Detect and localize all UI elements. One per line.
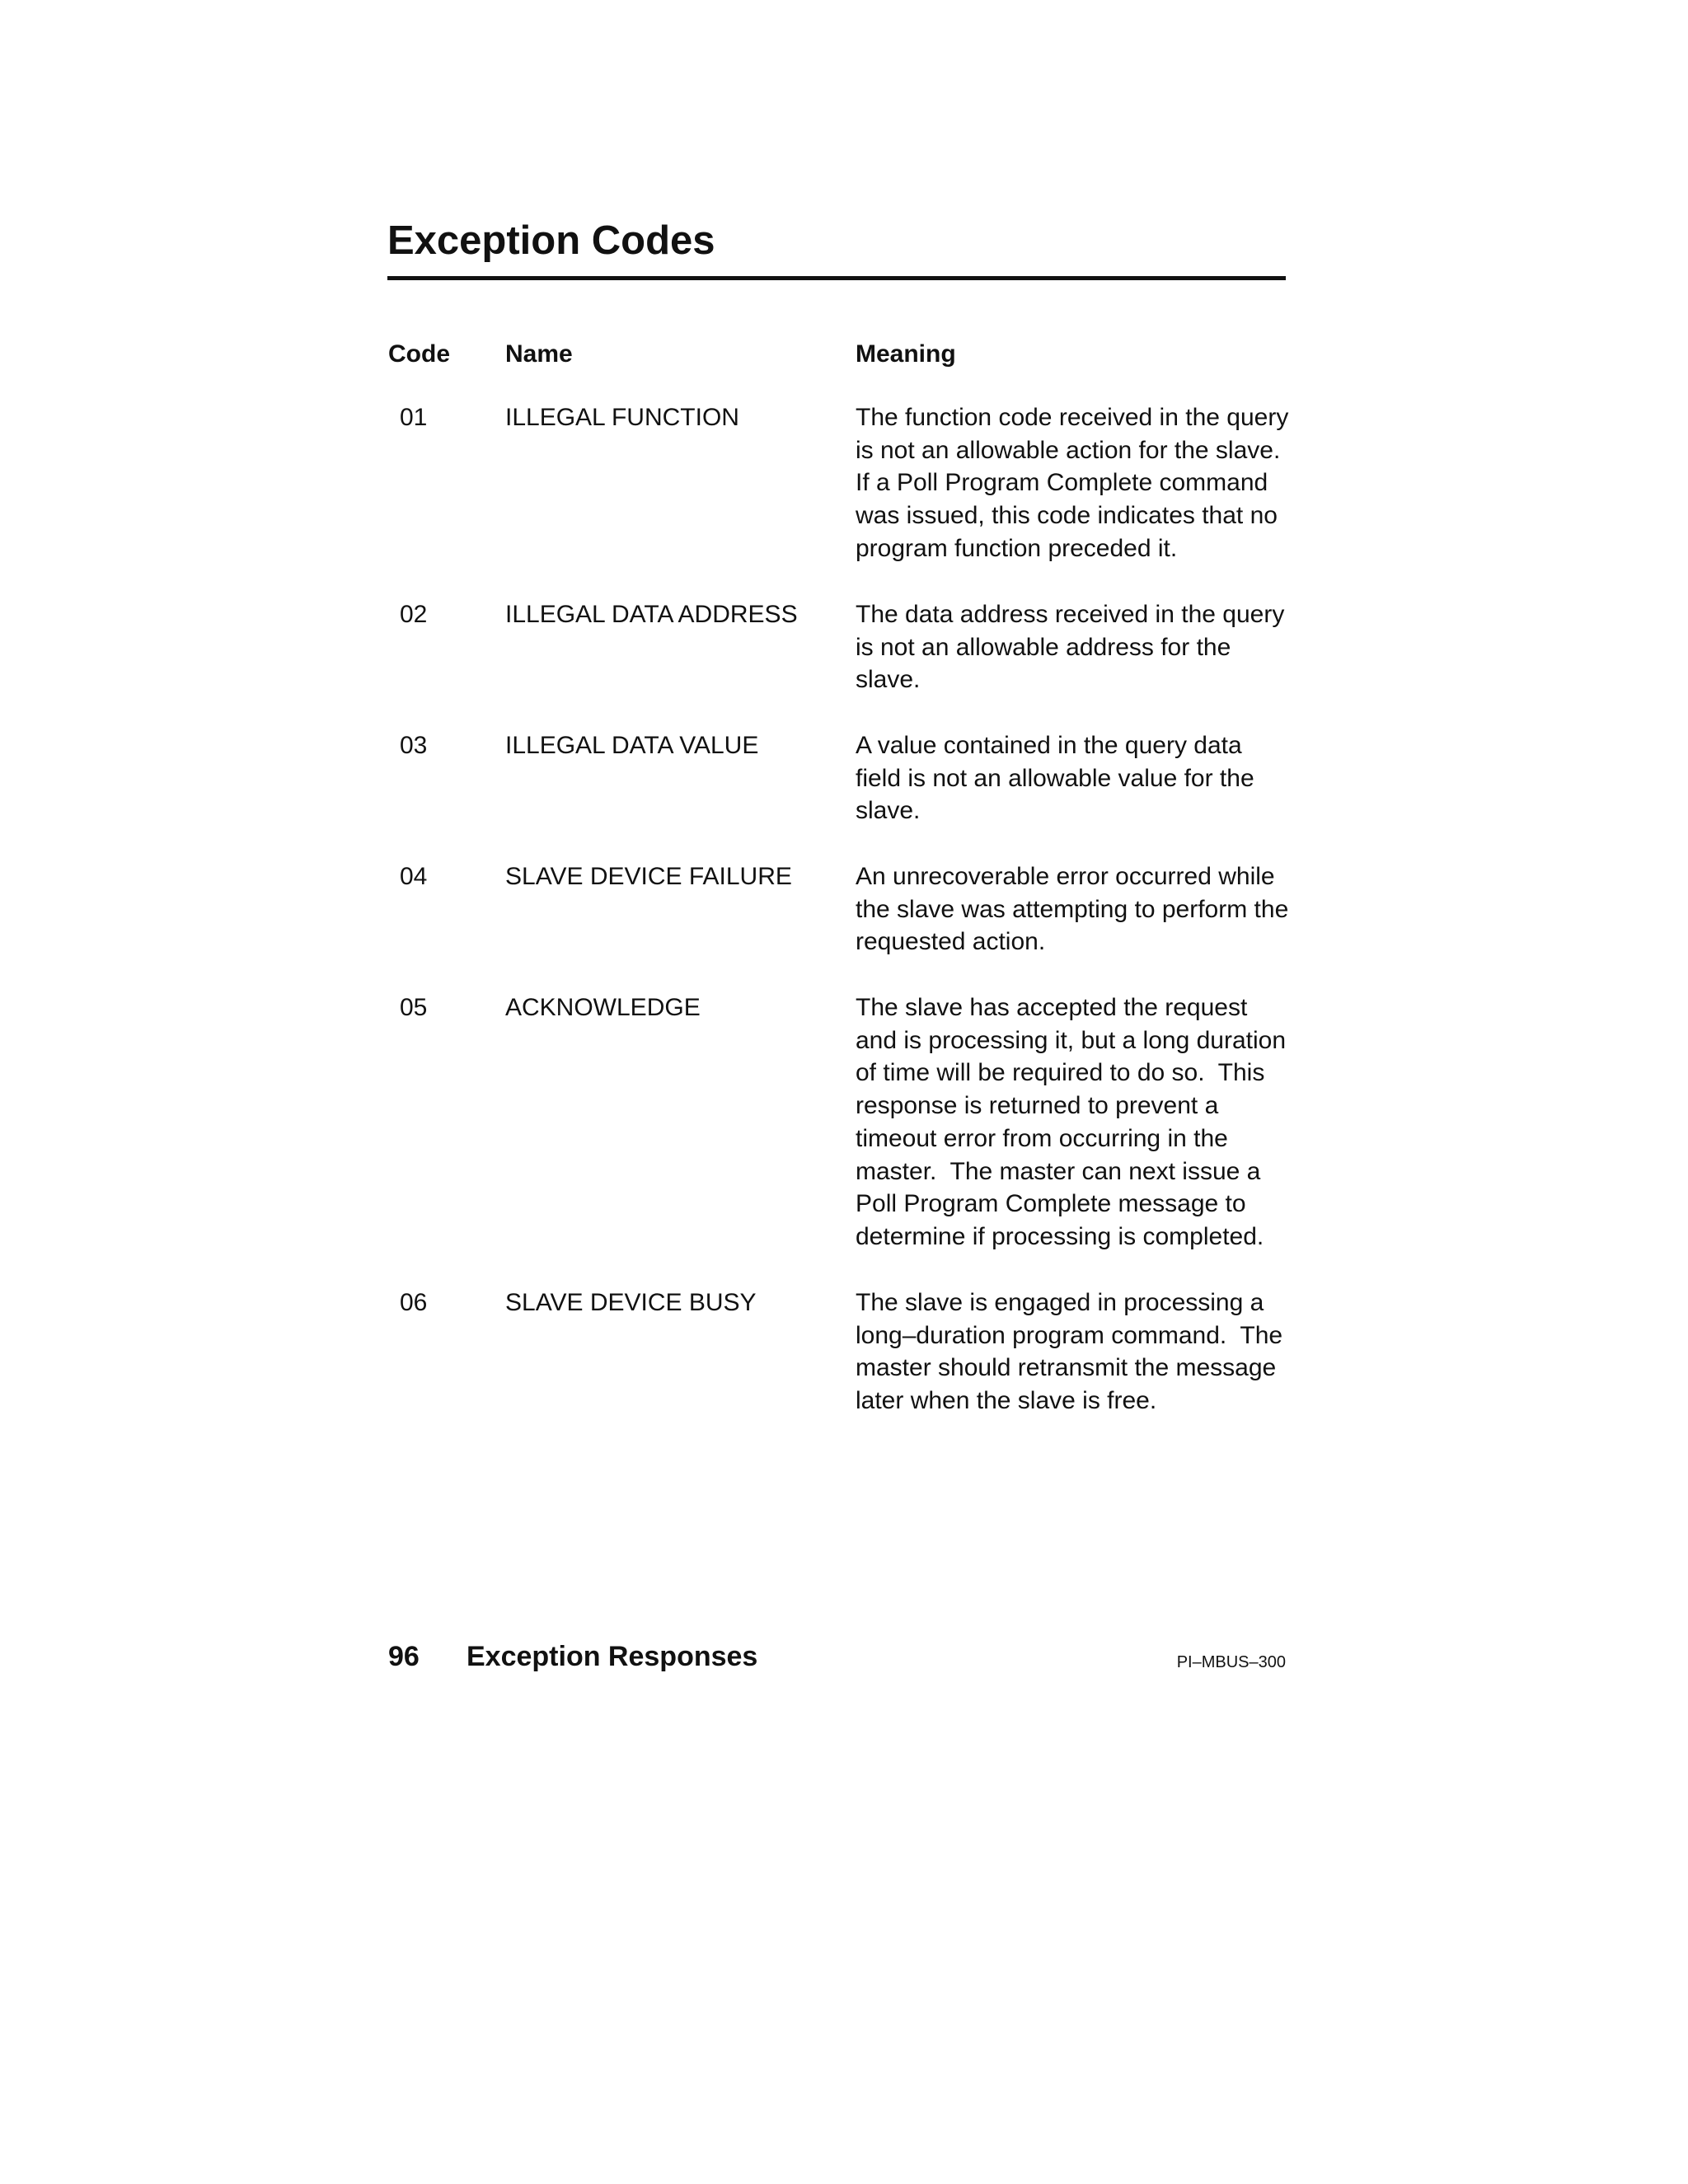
meaning-line: is not an allowable action for the slave.: [856, 436, 1281, 464]
meaning-line: slave.: [856, 666, 921, 694]
meaning-line: master should retransmit the message: [856, 1354, 1277, 1382]
meaning-line: field is not an allowable value for the: [856, 764, 1254, 792]
footer-section-name: Exception Responses: [467, 1641, 758, 1672]
page-number: 96: [388, 1641, 420, 1672]
meaning-line: was issued, this code indicates that no: [856, 502, 1278, 530]
meaning-line: determine if processing is completed.: [856, 1222, 1264, 1250]
code-cell: 02: [400, 601, 428, 628]
meaning-line: response is returned to prevent a: [856, 1092, 1219, 1120]
meaning-line: Poll Program Complete message to: [856, 1190, 1246, 1218]
code-cell: 05: [400, 994, 428, 1021]
meaning-cell: [856, 401, 1301, 565]
meaning-line: later when the slave is free.: [856, 1387, 1157, 1415]
document-id: PI–MBUS–300: [1176, 1653, 1286, 1671]
page-title: Exception Codes: [387, 218, 715, 263]
meaning-line: and is processing it, but a long duration: [856, 1026, 1286, 1054]
meaning-line: slave.: [856, 797, 921, 825]
meaning-cell: [856, 1286, 1301, 1418]
meaning-cell: [856, 991, 1301, 1254]
name-cell: ILLEGAL FUNCTION: [505, 404, 739, 431]
meaning-cell: [856, 598, 1301, 696]
meaning-line: A value contained in the query data: [856, 732, 1242, 759]
code-cell: 03: [400, 732, 428, 759]
meaning-line: The slave is engaged in processing a: [856, 1289, 1264, 1316]
code-cell: 01: [400, 404, 428, 431]
meaning-cell: [856, 860, 1301, 958]
meaning-cell: [856, 729, 1301, 827]
meaning-line: the slave was attempting to perform the: [856, 895, 1289, 923]
meaning-line: requested action.: [856, 928, 1046, 956]
column-header-name: Name: [505, 340, 573, 368]
meaning-line: is not an allowable address for the: [856, 633, 1231, 661]
meaning-line: program function preceded it.: [856, 534, 1178, 562]
meaning-line: timeout error from occurring in the: [856, 1124, 1228, 1152]
name-cell: ACKNOWLEDGE: [505, 994, 701, 1021]
meaning-line: long–duration program command. The: [856, 1321, 1283, 1349]
meaning-line: If a Poll Program Complete command: [856, 469, 1268, 497]
name-cell: SLAVE DEVICE BUSY: [505, 1289, 757, 1316]
meaning-line: The slave has accepted the request: [856, 994, 1248, 1021]
code-cell: 04: [400, 863, 428, 890]
title-underline: [387, 276, 1286, 280]
meaning-line: The data address received in the query: [856, 601, 1285, 628]
column-header-code: Code: [388, 340, 450, 368]
meaning-line: master. The master can next issue a: [856, 1157, 1261, 1185]
name-cell: ILLEGAL DATA VALUE: [505, 732, 759, 759]
name-cell: ILLEGAL DATA ADDRESS: [505, 601, 798, 628]
meaning-line: The function code received in the query: [856, 404, 1289, 431]
column-header-meaning: Meaning: [856, 340, 956, 368]
meaning-line: of time will be required to do so. This: [856, 1059, 1265, 1087]
meaning-line: An unrecoverable error occurred while: [856, 863, 1275, 890]
code-cell: 06: [400, 1289, 428, 1316]
name-cell: SLAVE DEVICE FAILURE: [505, 863, 792, 890]
